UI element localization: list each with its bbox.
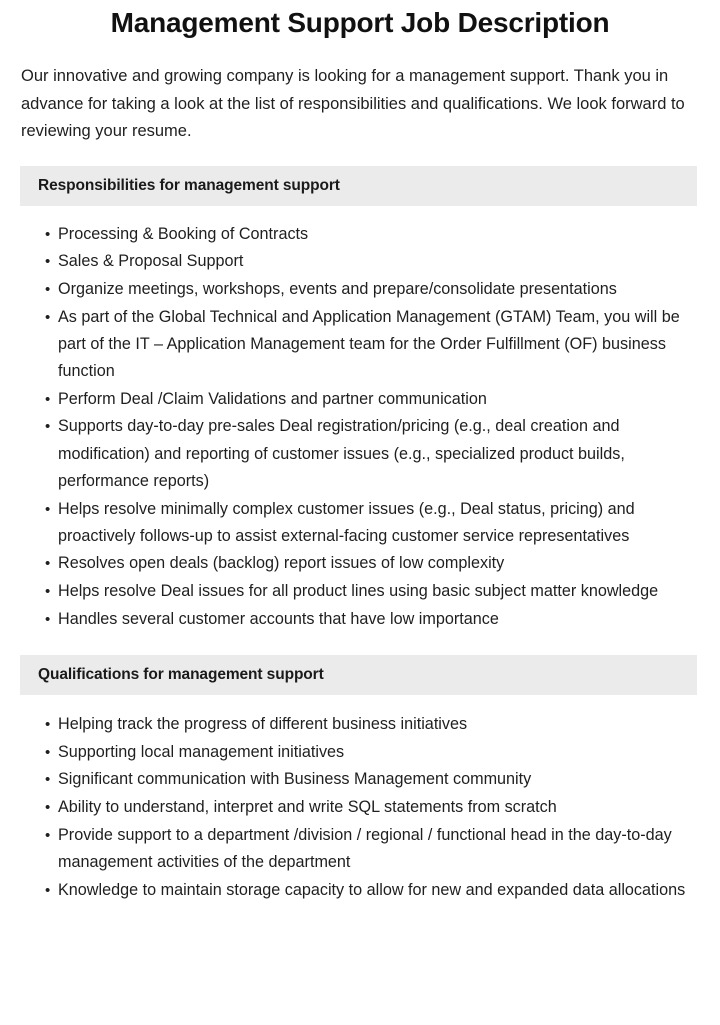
list-item: • Processing & Booking of Contracts: [58, 221, 698, 248]
section-header-qualifications: [20, 655, 697, 695]
list-item: • Helping track the progress of different business initiatives: [58, 711, 698, 738]
section-header-responsibilities: [20, 166, 697, 206]
list-item: • Helps resolve Deal issues for all product lines using basic subject matter knowledge: [58, 578, 698, 605]
responsibilities-list: [0, 206, 720, 634]
list-item: • Resolves open deals (backlog) report issues of low complexity: [58, 550, 698, 577]
list-item: • Organize meetings, workshops, events and prepare/consolidate presentations: [58, 276, 698, 303]
list-item: • Provide support to a department /division / regional / functional head in the day-to-day management activities of the department: [58, 822, 698, 876]
list-item: • Supporting local management initiatives: [58, 739, 698, 766]
list-item: • Handles several customer accounts that have low importance: [58, 606, 698, 633]
section-responsibilities: [0, 166, 720, 634]
list-item: • Knowledge to maintain storage capacity to allow for new and expanded data allocations: [58, 877, 698, 904]
intro-paragraph: Our innovative and growing company is looking for a management support. Thank you in advance for taking a look at the list of responsibilities and qualifications. We look forward to reviewing your resume.: [21, 67, 685, 140]
list-item: • Perform Deal /Claim Validations and partner communication: [58, 386, 698, 413]
section-header-qualifications-label: Qualifications for management support: [38, 666, 324, 684]
list-item: • Ability to understand, interpret and write SQL statements from scratch: [58, 794, 698, 821]
qualifications-list: [0, 695, 720, 904]
list-item: • Sales & Proposal Support: [58, 248, 698, 275]
list-item: • Helps resolve minimally complex customer issues (e.g., Deal status, pricing) and proactively follows-up to assist external-facing customer service representatives: [58, 496, 698, 550]
list-item: • Supports day-to-day pre-sales Deal registration/pricing (e.g., deal creation and modification) and reporting of customer issues (e.g., specialized product builds, performance reports): [58, 413, 698, 495]
section-qualifications: [0, 655, 720, 904]
page-title: Management Support Job Description: [110, 7, 610, 38]
list-item: • Significant communication with Business Management community: [58, 766, 698, 793]
section-header-responsibilities-label: Responsibilities for management support: [38, 176, 340, 194]
list-item: • As part of the Global Technical and Application Management (GTAM) Team, you will be part of the IT – Application Management team for the Order Fulfillment (OF) business function: [58, 304, 698, 386]
